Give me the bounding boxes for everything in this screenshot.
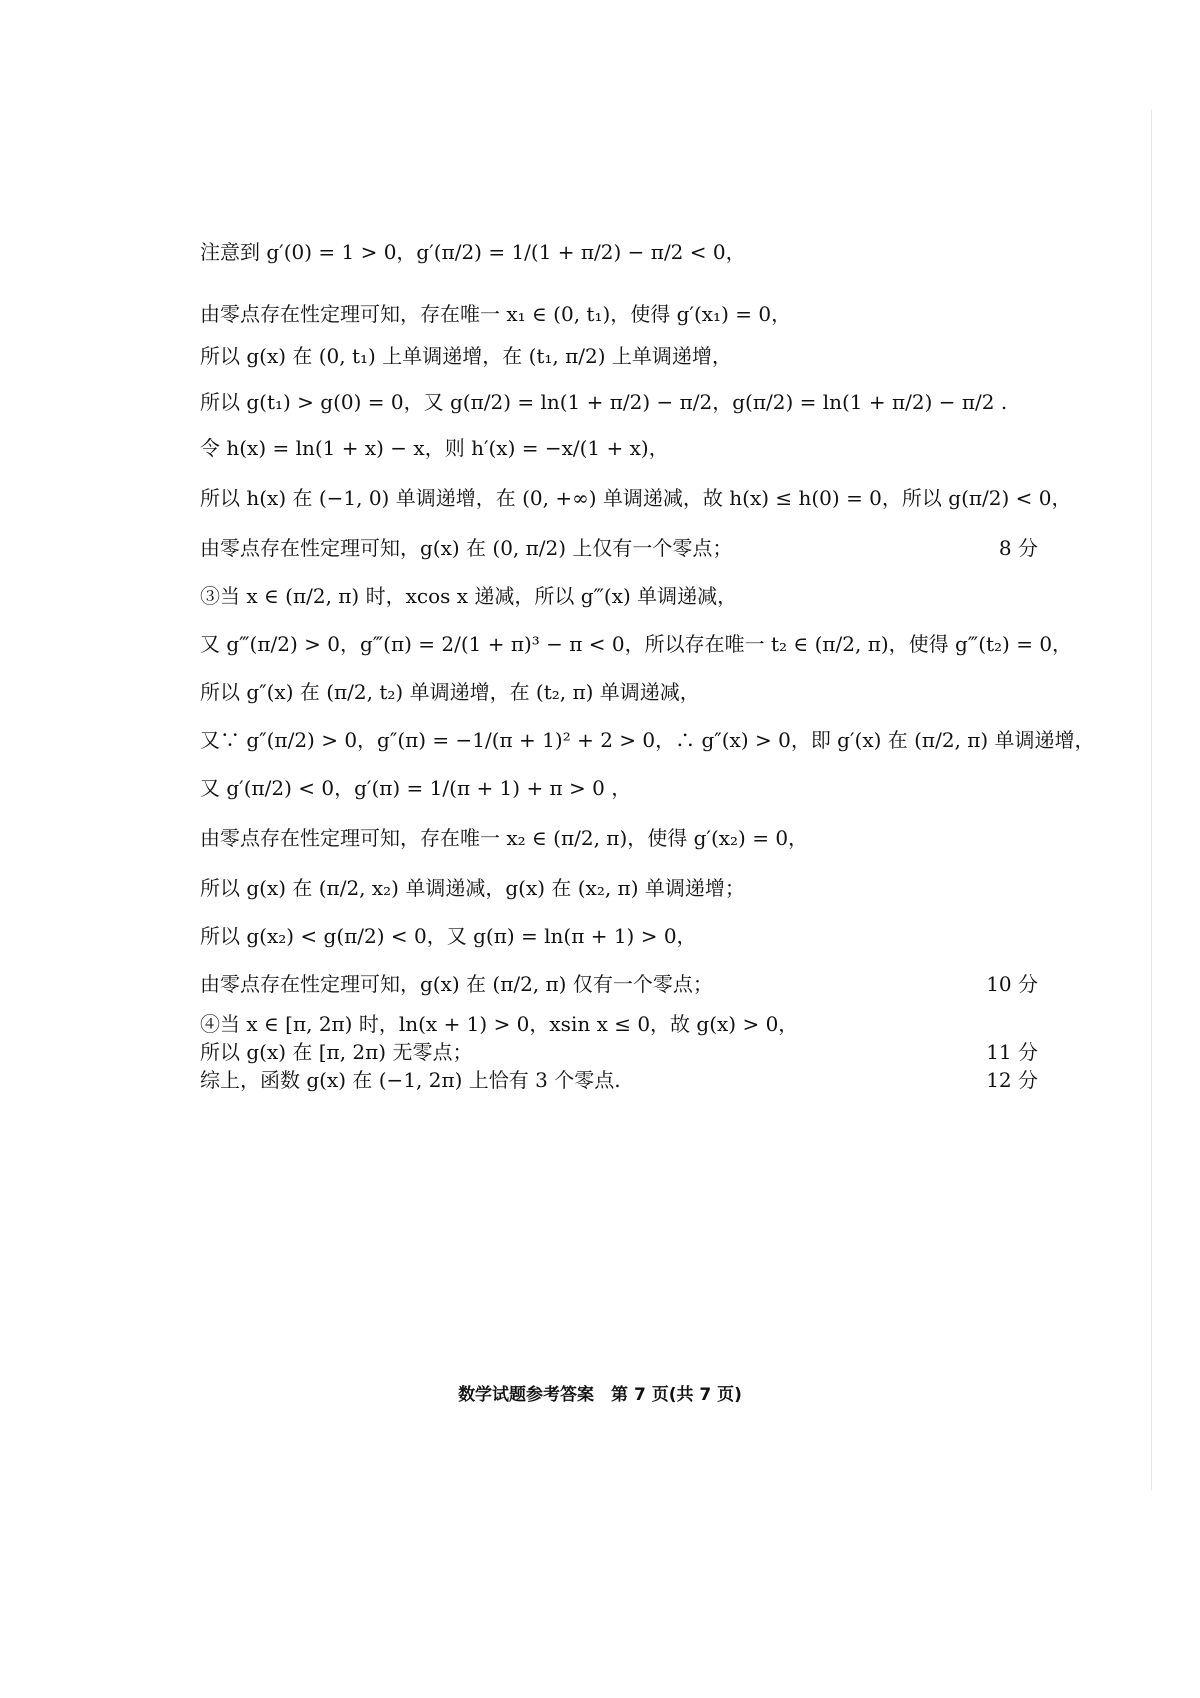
scan-edge (1151, 110, 1152, 1490)
solution-line: 注意到 g′(0) = 1 > 0，g′(π/2) = 1/(1 + π/2) − π/2 < 0， (200, 240, 746, 264)
solution-line: 又 g′(π/2) < 0，g′(π) = 1/(π + 1) + π > 0 ， (200, 776, 632, 800)
solution-line: 由零点存在性定理可知，存在唯一 x₂ ∈ (π/2, π)，使得 g′(x₂) = 0， (200, 826, 809, 850)
solution-line: 所以 g(x) 在 (0, t₁) 上单调递增，在 (t₁, π/2) 上单调递增， (200, 344, 732, 368)
solution-line: 所以 g″(x) 在 (π/2, t₂) 单调递增，在 (t₂, π) 单调递减， (200, 680, 700, 704)
score-mark: 10 分 (986, 972, 1038, 996)
solution-line: 又 g‴(π/2) > 0，g‴(π) = 2/(1 + π)³ − π < 0，所以存在唯一 t₂ ∈ (π/2, π)，使得 g‴(t₂) = 0， (200, 632, 1073, 656)
solution-line: 由零点存在性定理可知，g(x) 在 (0, π/2) 上仅有一个零点； (200, 536, 733, 560)
solution-line: ④当 x ∈ [π, 2π) 时，ln(x + 1) > 0，xsin x ≤ 0，故 g(x) > 0， (200, 1012, 799, 1036)
solution-line: 令 h(x) = ln(1 + x) − x，则 h′(x) = −x/(1 + x)， (200, 436, 669, 460)
solution-line: 所以 g(x₂) < g(π/2) < 0，又 g(π) = ln(π + 1) > 0， (200, 924, 697, 948)
solution-line: 由零点存在性定理可知，存在唯一 x₁ ∈ (0, t₁)，使得 g′(x₁) = 0， (200, 302, 792, 326)
solution-line-scored (200, 1064, 1038, 1093)
solution-line: 综上，函数 g(x) 在 (−1, 2π) 上恰有 3 个零点. (200, 1068, 621, 1092)
solution-line-scored (200, 532, 1038, 561)
solution-line-scored (200, 968, 1038, 997)
solution-line: 所以 g(x) 在 (π/2, x₂) 单调递减，g(x) 在 (x₂, π) 单调递增； (200, 876, 745, 900)
solution-line-scored (200, 1036, 1038, 1065)
score-mark: 8 分 (998, 536, 1038, 560)
solution-line: 所以 g(x) 在 [π, 2π) 无零点； (200, 1040, 473, 1064)
page-footer: 数学试题参考答案 第 7 页(共 7 页) (458, 1385, 742, 1405)
solution-line: 所以 h(x) 在 (−1, 0) 单调递增，在 (0, +∞) 单调递减，故 h(x) ≤ h(0) = 0，所以 g(π/2) < 0， (200, 486, 1072, 510)
solution-line: 又∵ g″(π/2) > 0，g″(π) = −1/(π + 1)² + 2 > 0，∴ g″(x) > 0，即 g′(x) 在 (π/2, π) 单调递增， (200, 728, 1095, 752)
score-mark: 11 分 (986, 1040, 1038, 1064)
solution-line: ③当 x ∈ (π/2, π) 时，xcos x 递减，所以 g‴(x) 单调递减， (200, 584, 738, 608)
solution-line: 由零点存在性定理可知，g(x) 在 (π/2, π) 仅有一个零点； (200, 972, 713, 996)
solution-line: 所以 g(t₁) > g(0) = 0，又 g(π/2) = ln(1 + π/2) − π/2，g(π/2) = ln(1 + π/2) − π/2 . (200, 390, 1008, 414)
score-mark: 12 分 (986, 1068, 1038, 1092)
